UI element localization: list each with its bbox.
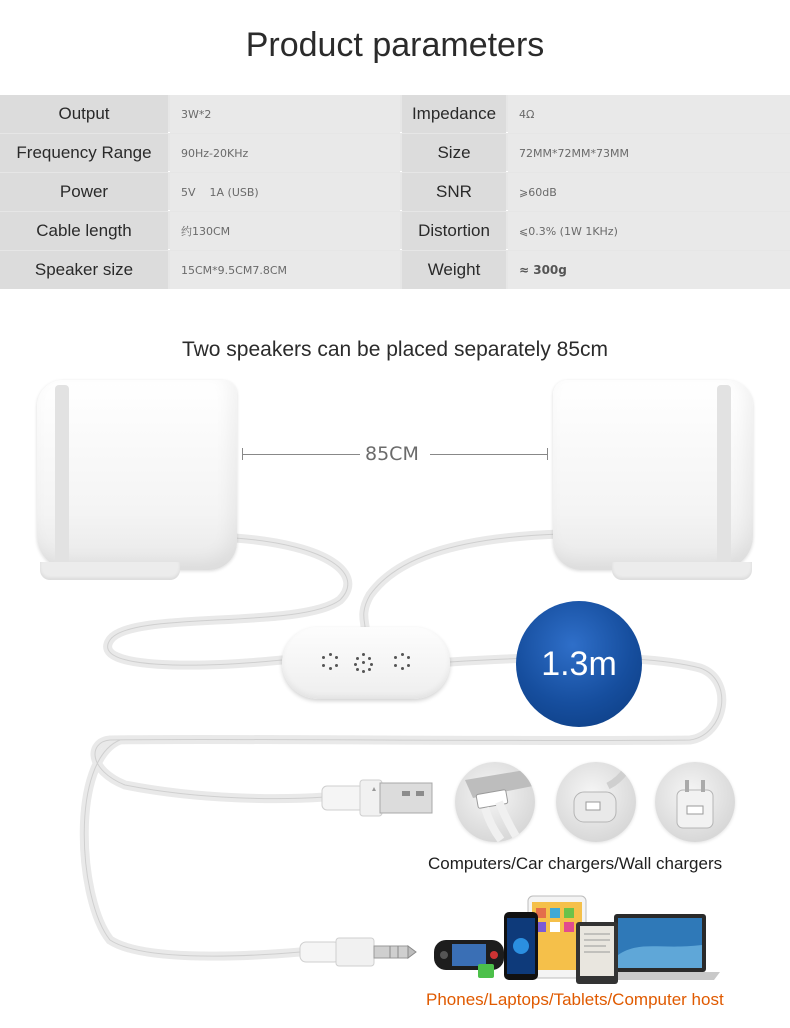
dimension-tick <box>547 448 548 460</box>
param-label: Distortion <box>402 212 506 250</box>
speaker-grille-icon <box>392 653 412 673</box>
dimension-line <box>430 454 548 455</box>
param-value: 3W*2 <box>170 95 400 133</box>
param-value: 15CM*9.5CM7.8CM <box>170 251 400 289</box>
param-label: Size <box>402 134 506 172</box>
param-value: 90Hz-20KHz <box>170 134 400 172</box>
page-title: Product parameters <box>245 26 545 64</box>
distance-label: 85CM <box>365 443 419 465</box>
param-value: 4Ω <box>508 95 790 133</box>
param-label: Frequency Range <box>0 134 168 172</box>
speaker-grille-icon <box>320 653 340 673</box>
param-label: Output <box>0 95 168 133</box>
param-label: Power <box>0 173 168 211</box>
usb-plug-icon <box>322 780 432 816</box>
param-value: 5V 1A (USB) <box>170 173 400 211</box>
dimension-line <box>242 454 360 455</box>
param-value: ⩽0.3% (1W 1KHz) <box>508 212 790 250</box>
param-label: SNR <box>402 173 506 211</box>
param-label: Speaker size <box>0 251 168 289</box>
param-value: 约130CM <box>170 212 400 250</box>
audio-hosts-caption: Phones/Laptops/Tablets/Computer host <box>426 990 724 1009</box>
param-label: Impedance <box>402 95 506 133</box>
param-label: Weight <box>402 251 506 289</box>
computer-usb-port-icon <box>455 762 535 842</box>
param-label: Cable length <box>0 212 168 250</box>
cable-length-badge: 1.3m <box>516 601 642 727</box>
power-sources-caption: Computers/Car chargers/Wall chargers <box>428 854 723 873</box>
audio-jack-icon <box>300 938 416 966</box>
inline-controller <box>282 627 450 699</box>
param-value: 72MM*72MM*73MM <box>508 134 790 172</box>
param-value: ≈ 300g <box>508 251 790 289</box>
wall-charger-icon <box>655 762 735 842</box>
car-charger-icon <box>556 762 636 842</box>
param-value: ⩾60dB <box>508 173 790 211</box>
speaker-grille-icon <box>354 653 374 673</box>
placement-heading: Two speakers can be placed separately 85cm <box>181 338 609 361</box>
